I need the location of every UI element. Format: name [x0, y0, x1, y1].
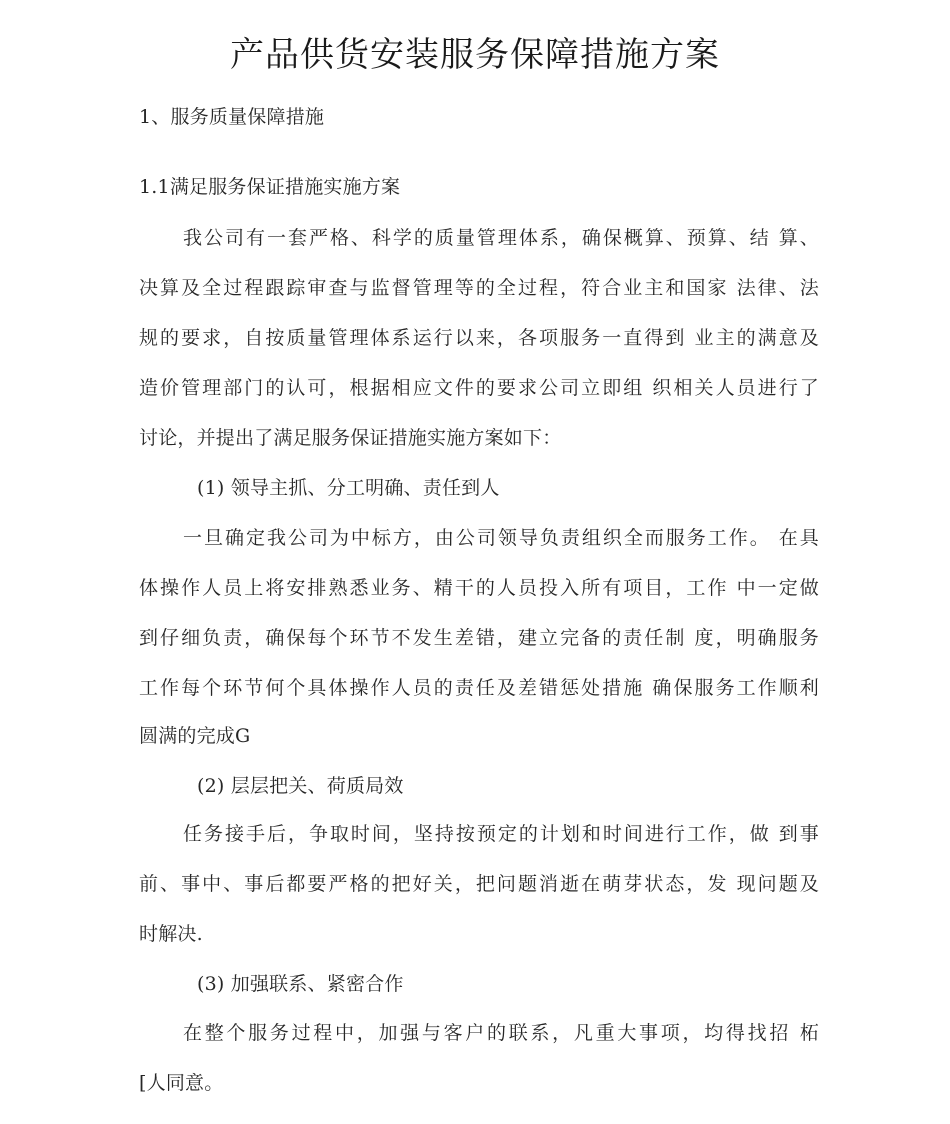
paragraph-line: 时解决. — [139, 923, 203, 945]
paragraph-line: 圆满的完成G — [139, 725, 251, 747]
paragraph-line: 体操作人员上将安排熟悉业务、精干的人员投入所有项目，工作 中一定做 — [139, 577, 819, 599]
paragraph-line: 我公司有一套严格、科学的质量管理体系，确保概算、预算、结 算、 — [183, 227, 819, 249]
paragraph-line: 前、事中、事后都要严格的把好关，把问题消逝在萌芽状态，发 现问题及 — [139, 873, 819, 895]
list-item-title-1: (1) 领导主抓、分工明确、责任到人 — [197, 477, 500, 499]
paragraph-line: 决算及全过程跟踪审查与监督管理等的全过程，符合业主和国家 法律、法 — [139, 277, 819, 299]
section-heading-1: 1、服务质量保障措施 — [139, 106, 325, 128]
paragraph-line: 造价管理部门的认可，根据相应文件的要求公司立即组 织相关人员进行了 — [139, 377, 819, 399]
paragraph-line: 任务接手后，争取时间，坚持按预定的计划和时间进行工作，做 到事 — [183, 823, 819, 845]
paragraph-line: 讨论，并提出了满足服务保证措施实施方案如下： — [139, 427, 562, 449]
paragraph-line: 规的要求，自按质量管理体系运行以来，各项服务一直得到 业主的满意及 — [139, 327, 819, 349]
paragraph-line: [人同意。 — [139, 1072, 224, 1094]
paragraph-line: 到仔细负责，确保每个环节不发生差错，建立完备的责任制 度，明确服务 — [139, 627, 819, 649]
section-heading-1-1: 1.1满足服务保证措施实施方案 — [139, 176, 401, 198]
paragraph-line: 在整个服务过程中，加强与客户的联系，凡重大事项，均得找招 柘 — [183, 1022, 819, 1044]
document-title: 产品供货安装服务保障措施方案 — [230, 35, 720, 75]
list-item-title-2: (2) 层层把关、荷质局效 — [197, 775, 404, 797]
list-item-title-3: (3) 加强联系、紧密合作 — [197, 973, 404, 995]
paragraph-line: 工作每个环节何个具体操作人员的责任及差错惩处措施 确保服务工作顺利 — [139, 677, 819, 699]
paragraph-line: 一旦确定我公司为中标方，由公司领导负责组织全而服务工作。 在具 — [183, 527, 819, 549]
